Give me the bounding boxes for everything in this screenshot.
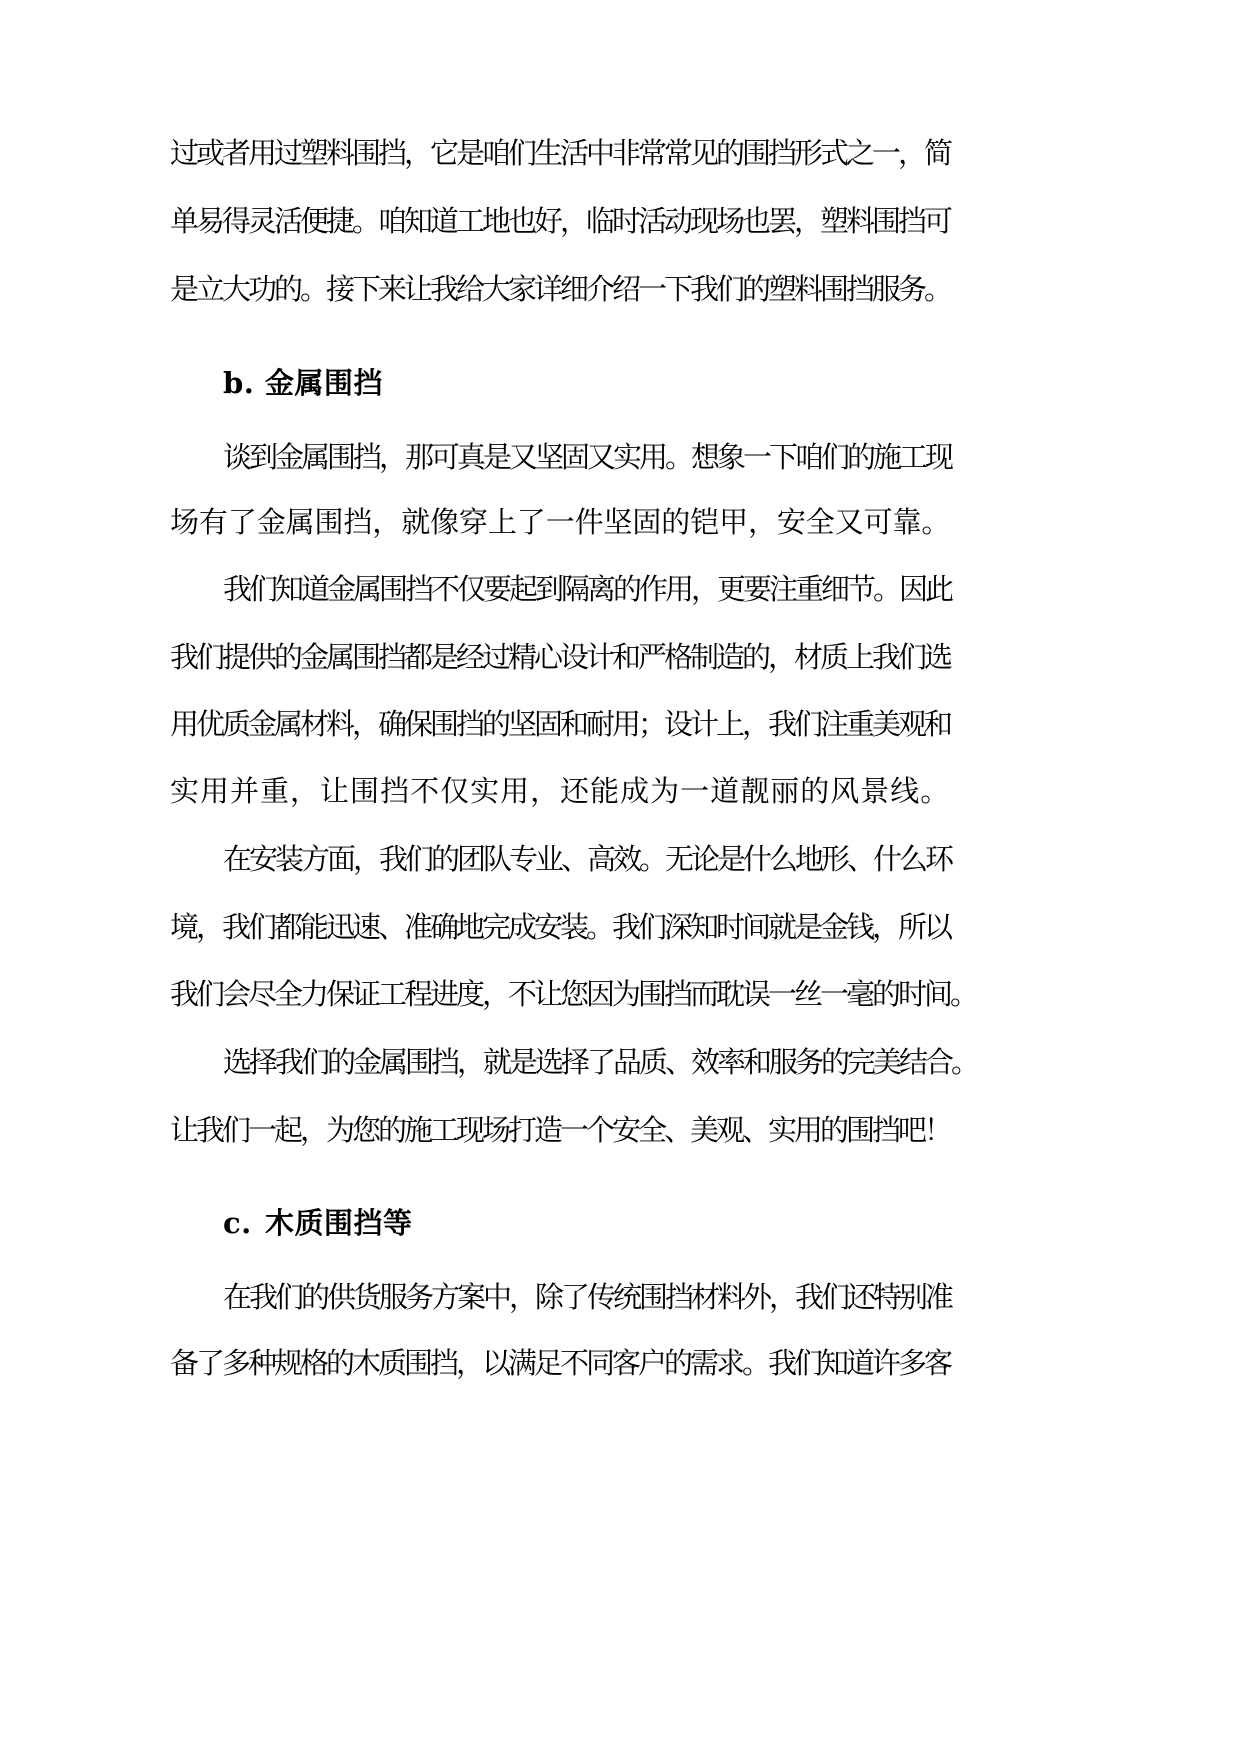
paragraph-line: 我们知道金属围挡不仅要起到隔离的作用，更要注重细节。因此 bbox=[223, 572, 952, 606]
paragraph-line: 实用并重，让围挡不仅实用，还能成为一道靓丽的风景线。 bbox=[170, 774, 951, 808]
paragraph-line: 谈到金属围挡，那可真是又坚固又实用。想象一下咱们的施工现 bbox=[223, 440, 952, 474]
paragraph-line: 场有了金属围挡，就像穿上了一件坚固的铠甲，安全又可靠。 bbox=[170, 505, 951, 539]
heading-marker: c. bbox=[223, 1206, 252, 1240]
paragraph-line: 我们会尽全力保证工程进度，不让您因为围挡而耽误一丝一毫的时间。 bbox=[170, 977, 977, 1011]
paragraph-line: 用优质金属材料，确保围挡的坚固和耐用；设计上，我们注重美观和 bbox=[170, 707, 951, 741]
paragraph-line: 让我们一起，为您的施工现场打造一个安全、美观、实用的围挡吧！ bbox=[170, 1113, 951, 1147]
paragraph-line: 我们提供的金属围挡都是经过精心设计和严格制造的，材质上我们选 bbox=[170, 640, 951, 674]
paragraph-line: 单易得灵活便捷。咱知道工地也好，临时活动现场也罢，塑料围挡可 bbox=[170, 204, 951, 238]
paragraph-line: 境，我们都能迅速、准确地完成安装。我们深知时间就是金钱，所以 bbox=[170, 910, 951, 944]
paragraph-line: 选择我们的金属围挡，就是选择了品质、效率和服务的完美结合。 bbox=[223, 1045, 978, 1079]
paragraph-line: 过或者用过塑料围挡，它是咱们生活中非常常见的围挡形式之一，简 bbox=[170, 136, 951, 170]
section-heading-b bbox=[223, 358, 823, 408]
paragraph-line: 在我们的供货服务方案中，除了传统围挡材料外，我们还特别准 bbox=[223, 1280, 952, 1314]
section-heading-c bbox=[223, 1198, 823, 1248]
heading-title: 金属围挡 bbox=[265, 366, 384, 400]
paragraph-line: 在安装方面，我们的团队专业、高效。无论是什么地形、什么环 bbox=[223, 842, 952, 876]
heading-title: 木质围挡等 bbox=[265, 1206, 413, 1240]
paragraph-line: 是立大功的。接下来让我给大家详细介绍一下我们的塑料围挡服务。 bbox=[170, 272, 951, 306]
heading-marker: b. bbox=[223, 366, 255, 400]
paragraph-line: 备了多种规格的木质围挡，以满足不同客户的需求。我们知道许多客 bbox=[170, 1346, 951, 1380]
